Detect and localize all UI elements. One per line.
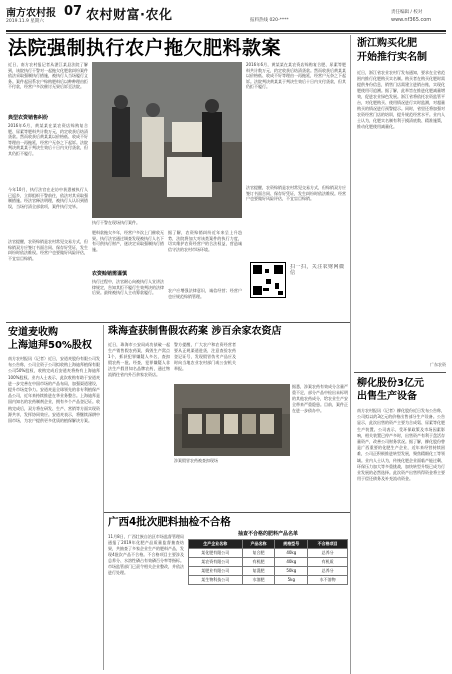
masthead-rule bbox=[6, 30, 446, 32]
lead-para-4: 法官提醒，农资赊销是农村常见交易方式，但赊销双方应签订书面合同、保存好凭证，发生纠纷时依法维权。经营户也要做好风险评估，不宜盲目赊销。 bbox=[8, 239, 88, 261]
right-mid-rule bbox=[354, 372, 446, 373]
lead-para-3: 今年10月，执行法官在走访中获悉被执行人已返乡，立即组织干警前往，依法对其采取强制措施。经法官释法明理，被执行人认识到错误，当场付清全部款项，案件执行完毕。 bbox=[8, 187, 88, 209]
article4-body: 11月8日，广西壮族自治区市场监督管理局通报了2019年化肥产品质量监督抽查结果，共抽查了多家企业生产的肥料产品，发现4批次产品不合格。不合格项目主要涉及总养分、水溶性磷占有效磷百分率等指标。市场监管部门已责令相关企业整改，并依法进行处理。 bbox=[108, 534, 184, 575]
lead-bottom-rule bbox=[6, 322, 350, 323]
table-header-cell: 产品名称 bbox=[242, 540, 275, 549]
lead-column-3 bbox=[168, 230, 242, 320]
article2-body: 南方农村报讯（记者）近日，安道麦股份有限公司发布公告称，公司全资子公司拟收购上海迪拜植保有限公司50%股权，收购完成后安道麦将持有上海迪拜100%股权。业内人士表示，此次收购有助于安道麦进一步完善在中国市场的产品布局，加强渠道建设，提升市场竞争力。安道麦是全球领先的非专利植保产品公司，近年来持续推进在华业务整合。上海迪拜是国内知名的农药制剂企业，拥有多个产品登记证。收购完成后，双方将在研发、生产、营销等方面实现资源共享，发挥协同效应。安道麦表示，将继续深耕中国市场，为农户提供更多优质的植保解决方案。 bbox=[8, 356, 100, 424]
lead-para-2: 2016年6月，黄某某在某农资店赊购复合肥、尿素等肥料共计数万元，约定收获后结清货款。然而收获后黄某某以价格低、收成不好等理由一再拖延，经营户无奈之下起诉。法院判决黄某某于判决生效后十日内支付货款，但其仍拒不履行。 bbox=[8, 123, 88, 156]
paper-name: 南方农村报 bbox=[6, 8, 56, 19]
table-cell: 复混肥 bbox=[242, 567, 275, 576]
article2-headline-2: 上海迪拜50%股权 bbox=[8, 340, 92, 351]
table-cell: 某生物科技公司 bbox=[189, 576, 243, 585]
qr-caption: 扫一扫，关注农财网微信 bbox=[290, 264, 344, 276]
article2-headline-1: 安道麦收购 bbox=[8, 327, 58, 338]
right-top-headline-2: 开始推行实名制 bbox=[357, 52, 427, 63]
column-divider bbox=[350, 35, 351, 674]
table-cell: 总养分 bbox=[308, 567, 348, 576]
table-header-cell: 规格型号 bbox=[275, 540, 308, 549]
hotline bbox=[250, 17, 289, 23]
table-header-cell: 生产企业名称 bbox=[189, 540, 243, 549]
lead-right-para: 2016年6月，黄某某在某农资店赊购复合肥、尿素等肥料共计数万元，约定收获后结清货款。然而收获后黄某某以价格低、收成不好等理由一再拖延，经营户无奈之下起诉。法院判决黄某某于判决生效后十日内支付货款，但其仍拒不履行。 bbox=[246, 62, 346, 90]
table-title: 抽查不合格的肥料产品名单 bbox=[237, 531, 298, 537]
lead-photo-image bbox=[92, 62, 242, 218]
article2-divider bbox=[103, 325, 104, 670]
table-cell: 总养分 bbox=[308, 549, 348, 558]
article3-body-1: 近日，珠海市公安局成功侦破一起生产销售假农药案，捣毁生产窝点1个，抓获犯罪嫌疑人多名，查扣假农药一批。经查，犯罪嫌疑人非法生产假冒知名品牌农药，通过物流销往省内外百余家农资店。 bbox=[108, 342, 170, 377]
table-cell: 50kg bbox=[275, 567, 308, 576]
section-title: 农村财富·农化 bbox=[86, 8, 173, 23]
article5-headline-1: 柳化股份3亿元 bbox=[357, 378, 424, 389]
lead-column-1 bbox=[8, 62, 88, 320]
results-table bbox=[188, 539, 348, 585]
table-cell: 水不溶物 bbox=[308, 576, 348, 585]
table-cell: 40kg bbox=[275, 558, 308, 567]
lead-column-2 bbox=[92, 230, 164, 320]
lead-subhead: 典型农资销售纠纷 bbox=[8, 115, 49, 121]
page-number: 07 bbox=[64, 4, 83, 19]
qr-code-icon bbox=[251, 263, 285, 297]
table-cell: 有机肥 bbox=[242, 558, 275, 567]
masthead bbox=[6, 3, 446, 33]
article3-bottom-rule bbox=[104, 512, 350, 513]
table-cell: 水溶肥 bbox=[242, 576, 275, 585]
qr-code[interactable] bbox=[250, 262, 286, 298]
lead-para-1: 近日，南方农村报记者从湛江某县法院了解到，该院执行干警对一起拖欠化肥款纠纷案件依法采取强制执行措施，被执行人当场履行义务。案件起因系农户赊购肥料后以种种理由拒不付款，经营户多次催讨无果后诉至法院。 bbox=[8, 62, 88, 90]
article3-headline: 珠海查获制售假农药案 涉百余家农资店 bbox=[108, 326, 282, 337]
lead-para-5: 据了解，农资赊销纠纷近年来呈上升趋势，法院将加大对该类案件的执行力度，切实维护农资经营户的合法权益，营造诚信守法的农村市场环境。 bbox=[168, 230, 242, 252]
table-header-row bbox=[189, 540, 348, 549]
failed-products-table bbox=[188, 530, 348, 585]
middle-subhead: 农资赊销需谨慎 bbox=[92, 271, 128, 277]
article3-body-2: 警方提醒，广大农户和农资经营者要从正规渠道进货，注意查验农药登记证号，发现假冒伪劣产品应及时向当地农业农村部门或公安机关举报。 bbox=[174, 342, 236, 371]
article4-headline: 广西4批次肥料抽检不合格 bbox=[108, 516, 231, 528]
masthead-rule-thin bbox=[6, 33, 446, 34]
article3-photo-caption: 涉案假冒农药被查扣现场 bbox=[174, 458, 218, 463]
right-top-byline: 广东农资 bbox=[430, 362, 446, 367]
middle-para-2: 执行过程中，法官耐心向被执行人宣讲法律规定，告知其拒不履行生效判决的法律后果。最终被执行人主动筹款履行。 bbox=[92, 279, 164, 296]
hotline-label: 报料热线 bbox=[250, 18, 268, 23]
article3-body-3: 据悉，涉案农药有效成分含量严重不足，部分产品中检出未标明的其他农药成分，给农业生产安全带来严重隐患。目前，案件正在进一步侦办中。 bbox=[292, 384, 348, 413]
hotline-value: 020-**** bbox=[269, 18, 289, 23]
table-cell: 40kg bbox=[275, 549, 308, 558]
right-top-headline-1: 浙江购买化肥 bbox=[357, 38, 417, 49]
table-header-cell: 不合格项目 bbox=[308, 540, 348, 549]
table-cell: 某农资有限公司 bbox=[189, 558, 243, 567]
lead-headline: 法院强制执行农户拖欠肥料款案 bbox=[8, 37, 282, 59]
right-top-body: 近日，浙江省农业农村厅发布通知，要求在全省范围内推行化肥购买实名制。购买者在购买化肥时需提供身份信息，销售门店需建立进销台账，实现化肥使用可追溯。据了解，此举旨在推进化肥减量增效，促进农业绿色发展。浙江省将依托农资监管平台，对化肥购买、使用情况进行实时监测，对超量购买的情况进行预警提示。同时，省里还将加强对农资经营门店的培训，提升规范经营水平。业内人士认为，化肥实名制有利于摸清底数、精准施策，推动化肥使用减量化。 bbox=[357, 70, 445, 129]
table-cell: 复合肥 bbox=[242, 549, 275, 558]
table-row bbox=[189, 558, 348, 567]
middle-para-3: 农户应增强法律意识，诚信经营；经营户也应规范赊销管理。 bbox=[168, 288, 242, 299]
article5-body: 南方农村报讯（记者）柳化股份近日发布公告称，公司拟以约3亿元的价格出售部分生产设备。公告显示，此次出售的资产主要为合成氨、尿素等化肥生产装置。公司表示，受环保政策及市场因素影响，相关装置已停产多时，出售资产有利于盘活存量资产，改善公司财务状况。据了解，柳化股份曾是广西重要的化肥生产企业，近年来经营持续困难，公司正积极推进转型发展，聚焦精细化工等领域。业内人士认为，传统化肥企业面临产能过剩、环保压力加大等多重挑战，加快转型升级已成为行业发展的必然选择。此次资产出售所得资金将主要用于偿还债务及补充流动资金。 bbox=[357, 408, 445, 482]
table-row bbox=[189, 576, 348, 585]
table-cell: 5kg bbox=[275, 576, 308, 585]
lead-right-para-2: 法官提醒，农资赊销是农村常见交易方式，但赊销双方应签订书面合同、保存好凭证，发生纠纷时依法维权。经营户也要做好风险评估，不宜盲目赊销。 bbox=[246, 185, 346, 202]
table-cell: 某肥业有限公司 bbox=[189, 567, 243, 576]
table-cell: 有机质 bbox=[308, 558, 348, 567]
article5-headline-2: 出售生产设备 bbox=[357, 391, 417, 402]
issue-date: 2019.11.9 星期六 bbox=[6, 19, 44, 24]
table-cell: 某化肥有限公司 bbox=[189, 549, 243, 558]
article3-photo bbox=[174, 384, 290, 456]
table-row bbox=[189, 567, 348, 576]
lead-photo bbox=[92, 62, 242, 218]
middle-para-1: 肥料款拖欠多年，经营户多次上门催收无果。执行法官通过调查发现被执行人名下有可供执行财产，遂决定采取强制执行措施。 bbox=[92, 230, 164, 252]
article3-photo-image bbox=[174, 384, 290, 456]
website: www.nf365.com bbox=[391, 17, 432, 23]
lead-photo-caption: 执行干警在现场执行案件。 bbox=[92, 220, 140, 225]
editor-line: 责任编辑 / 校对 bbox=[391, 10, 423, 15]
table-row bbox=[189, 549, 348, 558]
